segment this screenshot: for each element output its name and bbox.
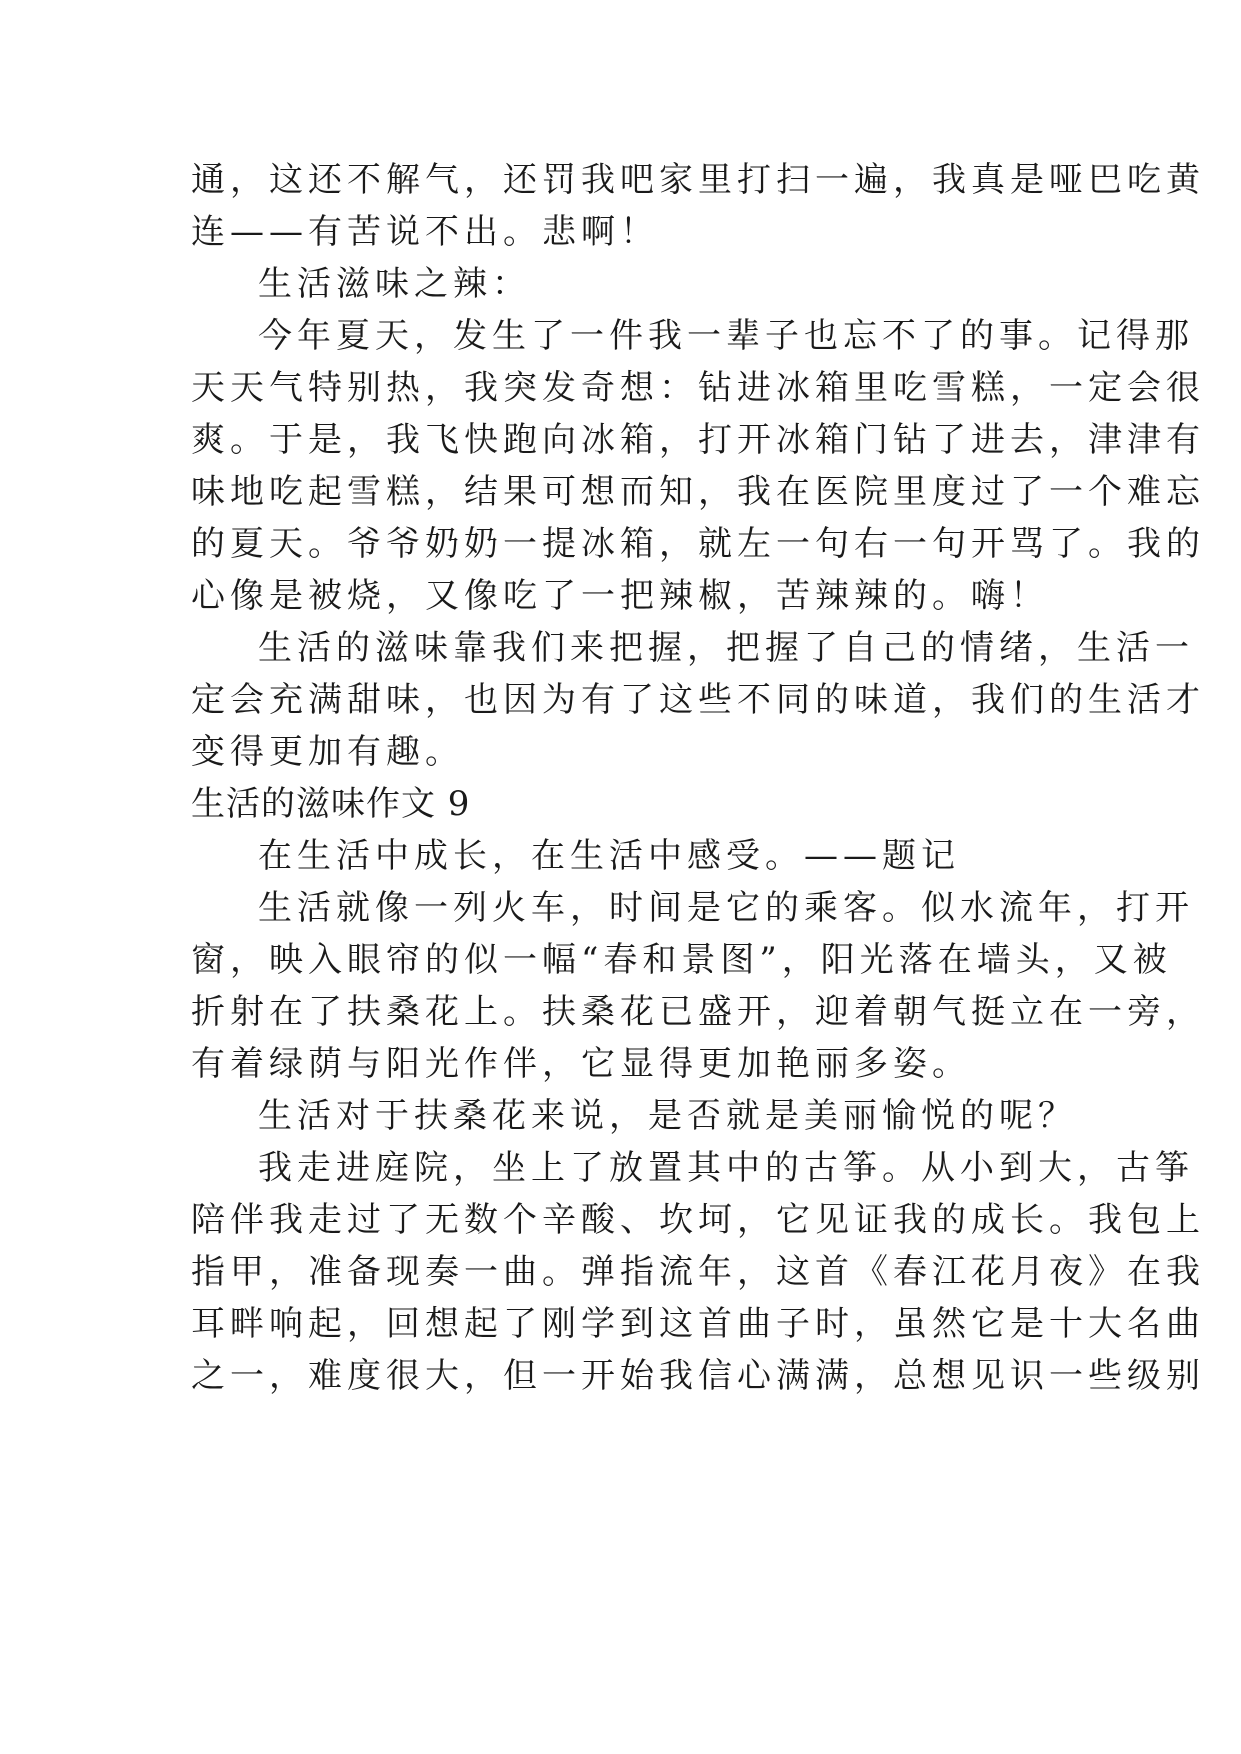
text-line: 生活就像一列火车，时间是它的乘客。似水流年，打开 xyxy=(258,888,1194,928)
text-line: 爽。于是，我飞快跑向冰箱，打开冰箱门钻了进去，津津有 xyxy=(191,420,1205,460)
text-line: 天天气特别热，我突发奇想：钻进冰箱里吃雪糕，一定会很 xyxy=(191,368,1205,408)
text-line: 折射在了扶桑花上。扶桑花已盛开，迎着朝气挺立在一旁， xyxy=(191,992,1205,1032)
text-line: 的夏天。爷爷奶奶一提冰箱，就左一句右一句开骂了。我的 xyxy=(191,524,1205,564)
text-line: 耳畔响起，回想起了刚学到这首曲子时，虽然它是十大名曲 xyxy=(191,1304,1205,1344)
text-line: 生活对于扶桑花来说，是否就是美丽愉悦的呢？ xyxy=(258,1096,1077,1136)
section-subheading: 生活滋味之辣： xyxy=(258,264,531,304)
text-line: 指甲，准备现奏一曲。弹指流年，这首《春江花月夜》在我 xyxy=(191,1252,1205,1292)
epigraph: 在生活中成长，在生活中感受。——题记 xyxy=(258,836,960,876)
text-line: 味地吃起雪糕，结果可想而知，我在医院里度过了一个难忘 xyxy=(191,472,1205,512)
text-line: 之一，难度很大，但一开始我信心满满，总想见识一些级别 xyxy=(191,1356,1205,1396)
text-line: 通，这还不解气，还罚我吧家里打扫一遍，我真是哑巴吃黄 xyxy=(191,160,1205,200)
text-line: 我走进庭院，坐上了放置其中的古筝。从小到大，古筝 xyxy=(258,1148,1194,1188)
text-line: 定会充满甜味，也因为有了这些不同的味道，我们的生活才 xyxy=(191,680,1205,720)
text-line: 窗，映入眼帘的似一幅“春和景图”，阳光落在墙头，又被 xyxy=(191,940,1172,980)
text-line: 连——有苦说不出。悲啊！ xyxy=(191,212,659,252)
text-line: 生活的滋味靠我们来把握，把握了自己的情绪，生活一 xyxy=(258,628,1194,668)
text-line: 今年夏天，发生了一件我一辈子也忘不了的事。记得那 xyxy=(258,316,1194,356)
text-line: 陪伴我走过了无数个辛酸、坎坷，它见证我的成长。我包上 xyxy=(191,1200,1205,1240)
text-line: 有着绿荫与阳光作伴，它显得更加艳丽多姿。 xyxy=(191,1044,971,1084)
text-line: 变得更加有趣。 xyxy=(191,732,464,772)
essay-title: 生活的滋味作文 9 xyxy=(191,784,471,824)
text-line: 心像是被烧，又像吃了一把辣椒，苦辣辣的。嗨！ xyxy=(191,576,1049,616)
